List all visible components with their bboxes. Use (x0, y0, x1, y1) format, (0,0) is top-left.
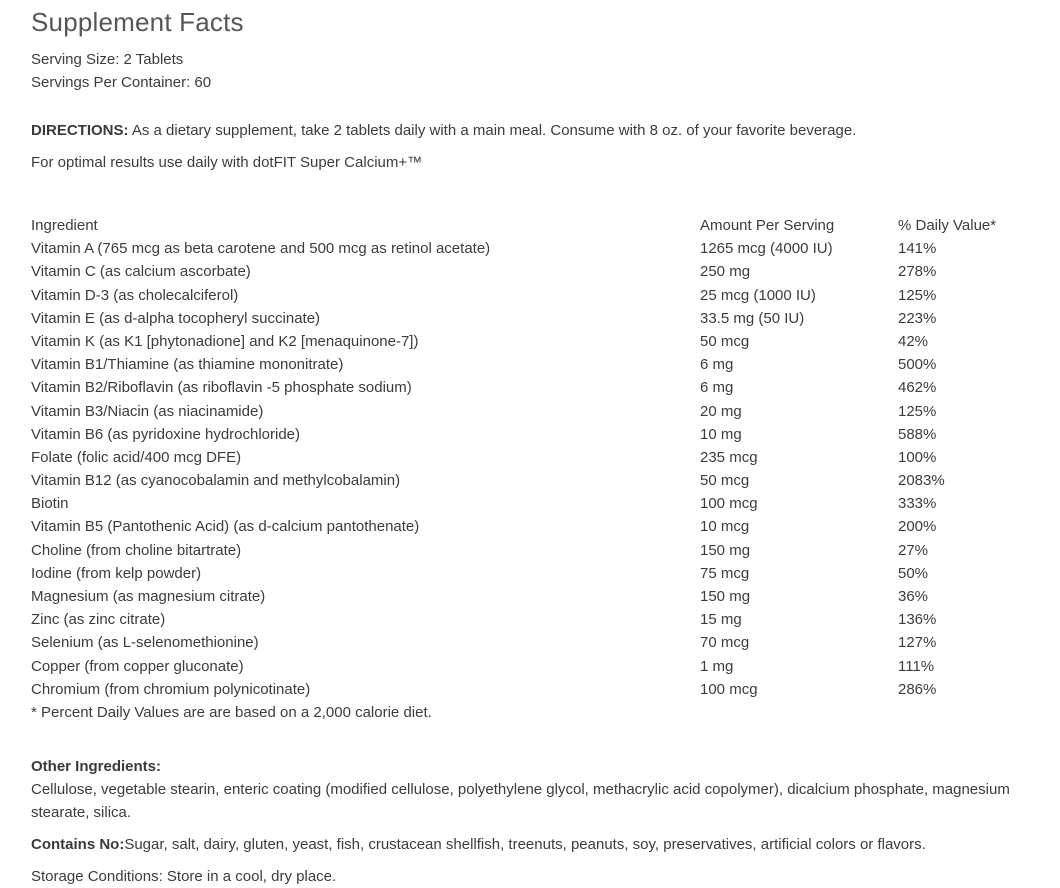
cell-ingredient: Vitamin K (as K1 [phytonadione] and K2 [menaquinone-7]) (31, 332, 419, 350)
table-row (31, 330, 1029, 353)
cell-ingredient: Selenium (as L-selenomethionine) (31, 634, 259, 652)
cell-ingredient: Vitamin A (765 mcg as beta carotene and 500 mcg as retinol acetate) (31, 240, 491, 258)
table-rows (31, 237, 1029, 701)
cell-daily-value: 136% (898, 611, 937, 629)
servings-per-container-line: Servings Per Container: 60 (31, 74, 212, 91)
cell-ingredient: Vitamin B3/Niacin (as niacinamide) (31, 402, 264, 420)
cell-ingredient: Vitamin B12 (as cyanocobalamin and methylcobalamin) (31, 472, 401, 490)
cell-amount: 70 mcg (700, 634, 750, 652)
table-row (31, 353, 1029, 376)
table-header-row (31, 214, 1029, 237)
table-row (31, 237, 1029, 260)
cell-daily-value: 333% (898, 495, 937, 513)
cell-ingredient: Vitamin B5 (Pantothenic Acid) (as d-calcium pantothenate) (31, 518, 420, 536)
cell-daily-value: 100% (898, 448, 937, 466)
cell-ingredient: Folate (folic acid/400 mcg DFE) (31, 448, 242, 466)
cell-daily-value: 500% (898, 356, 937, 374)
cell-daily-value: 125% (898, 286, 937, 304)
cell-daily-value: 36% (898, 588, 929, 605)
cell-ingredient: Vitamin B2/Riboflavin (as riboflavin -5 phosphate sodium) (31, 379, 412, 397)
cell-amount: 33.5 mg (50 IU) (700, 309, 805, 327)
cell-daily-value: 42% (898, 332, 929, 350)
table-row (31, 608, 1029, 631)
daily-value-footnote: * Percent Daily Values are are based on a 2,000 calorie diet. (31, 703, 432, 721)
cell-amount: 235 mcg (700, 448, 758, 466)
page-title: Supplement Facts (31, 7, 244, 37)
table-row (31, 376, 1029, 399)
contains-no-label: Contains No: (31, 836, 125, 854)
serving-info (31, 48, 1029, 94)
table-row (31, 655, 1029, 678)
cell-daily-value: 223% (898, 309, 937, 327)
cell-daily-value: 2083% (898, 472, 945, 490)
table-row (31, 585, 1029, 608)
cell-ingredient: Biotin (31, 495, 69, 513)
table-row (31, 678, 1029, 701)
cell-ingredient: Chromium (from chromium polynicotinate) (31, 680, 311, 698)
table-row (31, 631, 1029, 654)
table-row (31, 539, 1029, 562)
table-row (31, 260, 1029, 283)
cell-daily-value: 278% (898, 263, 937, 281)
table-row (31, 284, 1029, 307)
col-header-daily-value: % Daily Value* (898, 217, 997, 234)
directions-line (31, 119, 1029, 142)
cell-ingredient: Vitamin C (as calcium ascorbate) (31, 263, 251, 281)
cell-amount: 50 mcg (700, 332, 750, 350)
cell-daily-value: 27% (898, 541, 929, 559)
cell-amount: 25 mcg (1000 IU) (700, 286, 816, 304)
table-row (31, 492, 1029, 515)
other-ingredients-text: Cellulose, vegetable stearin, enteric coating (modified cellulose, polyethylene glycol, methacrylic acid copolymer), dicalcium phosphate, magnesium stearate, silica. (31, 781, 1010, 822)
cell-daily-value: 200% (898, 518, 937, 536)
cell-amount: 150 mg (700, 588, 751, 605)
table-row (31, 400, 1029, 423)
cell-amount: 150 mg (700, 541, 751, 559)
table-row (31, 515, 1029, 538)
cell-amount: 10 mg (700, 425, 742, 443)
contains-no-text: Sugar, salt, dairy, gluten, yeast, fish, crustacean shellfish, treenuts, peanuts, soy, preservatives, artificial colors or flavors. (124, 836, 926, 854)
cell-daily-value: 125% (898, 402, 937, 420)
cell-ingredient: Copper (from copper gluconate) (31, 657, 244, 675)
table-row (31, 423, 1029, 446)
directions-text: As a dietary supplement, take 2 tablets daily with a main meal. Consume with 8 oz. of your favorite beverage. (128, 122, 857, 139)
cell-ingredient: Vitamin B6 (as pyridoxine hydrochloride) (31, 425, 301, 443)
cell-daily-value: 588% (898, 425, 937, 443)
cell-amount: 15 mg (700, 611, 742, 629)
cell-amount: 75 mcg (700, 564, 750, 582)
table-row (31, 562, 1029, 585)
col-header-amount: Amount Per Serving (700, 217, 835, 234)
cell-amount: 250 mg (700, 263, 751, 281)
cell-daily-value: 50% (898, 564, 929, 582)
contains-no-line (31, 833, 1029, 856)
col-header-ingredient: Ingredient (31, 217, 98, 234)
serving-size-line: Serving Size: 2 Tablets (31, 51, 184, 68)
cell-daily-value: 111% (898, 657, 935, 675)
cell-daily-value: 462% (898, 379, 937, 397)
cell-amount: 1 mg (700, 657, 734, 675)
cell-daily-value: 286% (898, 680, 937, 698)
cell-amount: 100 mcg (700, 495, 758, 513)
cell-daily-value: 141% (898, 240, 937, 258)
cell-amount: 50 mcg (700, 472, 750, 490)
directions-label: DIRECTIONS: (31, 122, 129, 139)
cell-amount: 100 mcg (700, 680, 758, 698)
cell-ingredient: Choline (from choline bitartrate) (31, 541, 242, 559)
table-row (31, 469, 1029, 492)
cell-ingredient: Vitamin B1/Thiamine (as thiamine mononitrate) (31, 356, 344, 374)
cell-amount: 20 mg (700, 402, 742, 420)
cell-amount: 6 mg (700, 379, 734, 397)
cell-amount: 10 mcg (700, 518, 750, 536)
table-row (31, 307, 1029, 330)
ingredient-table (31, 214, 1029, 724)
storage-conditions-line: Storage Conditions: Store in a cool, dry place. (31, 868, 337, 886)
cell-ingredient: Zinc (as zinc citrate) (31, 611, 166, 629)
other-ingredients-heading: Other Ingredients: (31, 758, 162, 776)
cell-ingredient: Iodine (from kelp powder) (31, 564, 202, 582)
usage-note-line: For optimal results use daily with dotFIT Super Calcium+™ (31, 154, 423, 171)
cell-ingredient: Vitamin D-3 (as cholecalciferol) (31, 286, 239, 304)
cell-daily-value: 127% (898, 634, 937, 652)
cell-ingredient: Magnesium (as magnesium citrate) (31, 588, 266, 605)
table-row (31, 446, 1029, 469)
cell-ingredient: Vitamin E (as d-alpha tocopheryl succinate) (31, 309, 321, 327)
cell-amount: 6 mg (700, 356, 734, 374)
cell-amount: 1265 mcg (4000 IU) (700, 240, 833, 258)
